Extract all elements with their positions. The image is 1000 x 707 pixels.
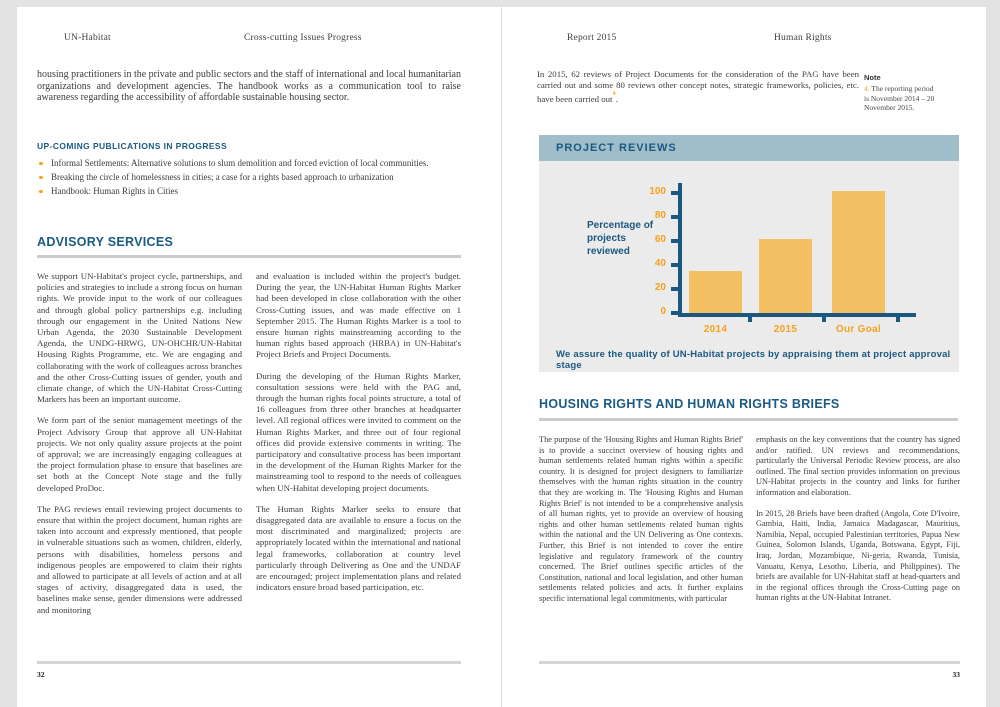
advisory-column-2: [256, 271, 461, 616]
paragraph: The Human Rights Marker seeks to ensure that disaggregated data are available to ensure a focus on the most discriminated and marginalized; projects are appropriately located within the international and national legal frameworks, collaboration at country level particularly through Delivering as One and the UNDAF are encouraged; project implementation plans and related indicators ensure broad based participation, etc.: [256, 503, 461, 593]
bar-2014: [689, 271, 742, 313]
note-body: The reporting period is November 2014 – 20 November 2015.: [864, 84, 935, 113]
paragraph: In 2015, 28 Briefs have been drafted (Angola, Cote D'Ivoire, Gambia, Haiti, India, Jamaica Madagascar, Mauritius, Namibia, Nepal, occupied Palestinian territories, Papua New Guinea, Solomon Islands, Uganda, Botswana, Egypt, Fiji, Iraq, Jordan, Mozambique, Ni-geria, Rwanda, Tunisia, Vanuatu, Kenya, Lesotho, Liberia, and Philippines). The briefs are available for UN-Habitat staff at head-quarters and in the regional offices through the Cross-Cutting page on human rights at the UN-Habitat Intranet.: [756, 508, 960, 603]
intro-text: In 2015, 62 reviews of Project Documents for the consideration of the PAG have been carried out and some 80 reviews other concept notes, strategic frameworks, policies, etc. have been carried out: [537, 69, 859, 105]
bar-our-goal: [832, 191, 885, 313]
y-tick: [671, 263, 678, 267]
intro-period: .: [615, 94, 618, 105]
x-tick: [748, 317, 752, 322]
list-item-text: Informal Settlements: Alternative solutions to slum demolition and forced eviction of local communities.: [51, 158, 429, 168]
bullet-icon: [39, 176, 43, 180]
x-tick: [822, 317, 826, 322]
upcoming-publications-heading: UP-COMING PUBLICATIONS IN PROGRESS: [37, 141, 228, 151]
list-item-text: Breaking the circle of homelessness in cities; a case for a rights based approach to urbanization: [51, 172, 394, 182]
x-category-label: 2014: [703, 324, 728, 335]
running-header-chapter: Human Rights: [774, 33, 832, 43]
intro-paragraph: housing practitioners in the private and public sectors and the staff of international and local humanitarian organizations and development agencies. The handbook works as a communication tool to raise awareness regarding the accessibility of affordable sustainable housing sector.: [37, 69, 461, 103]
note-footnote-marker: 4.: [864, 84, 870, 93]
list-item: [37, 172, 461, 183]
paragraph: We support UN-Habitat's project cycle, partnerships, and policies and strategies to include a strong focus on human rights. We provide input to the work of our colleagues and through global policy partnerships e.g. including through our engagement in the United Nations New Urban Agenda, the 2030 Sustainable Development Agenda, the UNDG-HRWG, UN-OHCHR/UN-Habitat Housing Rights Programme, etc. We are engaging and collaborating with the work of colleagues across branches and the other Cross-Cutting issues of gender, youth and climate change, of which the UN-Habitat Cross-Cutting Markers has been an important outcome.: [37, 271, 242, 405]
note-text: [864, 84, 938, 113]
project-reviews-chart: [539, 135, 959, 372]
advisory-column-1: [37, 271, 242, 616]
paragraph: and evaluation is included within the project's budget. During the year, the UN-Habitat Human Rights Marker had been developed in close collaboration with the other Cross-Cutting issues, and was made effective on 1 September 2015. The Human Rights Marker is a tool to ensure human rights mainstreaming according to the human rights based approach (HRBA) in UN-Habitat's Project Briefs and Project Documents.: [256, 271, 461, 360]
y-tick-label: 80: [654, 210, 666, 221]
paragraph: The PAG reviews entail reviewing project documents to ensure that within the project document, human rights are taken into account and expressly mentioned, that people in vulnerable situations such as women, children, elderly, persons with disabilities, homeless persons and indigenous peoples are empowered to claim their rights and allowed to participate at all levels of action and at all stages of activity, disaggregated data is used, the baselines make sense, gender dimensions were addressed and monitoring: [37, 503, 242, 615]
bullet-icon: [39, 190, 43, 194]
y-tick: [671, 239, 678, 243]
paragraph: The purpose of the 'Housing Rights and Human Rights Brief' is to provide a succinct overview of housing rights and human settlements related human rights within a specific country. It is designed for project designers to familiarize themselves with the human rights situation in the country that they are working in. The 'Housing Rights and Human Rights Brief' is not intended to be a comprehensive analysis of all human rights, yet to provide an overview of housing rights and other human settlements related human rights within the national and the UN Delivering as One contexts. Further, this Brief is not intended to cover the entire legislative and regulatory framework of the country concerned. The Brief outlines specific articles of the Constitution, national and local legislation, and other human settlements related policies and acts. It further explains specific international legal commitments, with particular: [539, 435, 743, 603]
heading-divider: [539, 418, 958, 421]
housing-columns: [539, 435, 960, 605]
list-item-text: Handbook: Human Rights in Cities: [51, 186, 178, 196]
y-tick-label: 100: [649, 186, 666, 197]
y-tick: [671, 287, 678, 291]
y-tick: [671, 191, 678, 195]
heading-divider: [37, 255, 461, 258]
x-tick: [896, 317, 900, 322]
y-axis-label: Percentage of projects reviewed: [587, 220, 654, 257]
page-33: [502, 7, 986, 707]
chart-title: PROJECT REVIEWS: [539, 135, 959, 161]
footer-divider: [539, 661, 960, 664]
y-tick: [671, 311, 678, 315]
upcoming-publications-list: [37, 158, 461, 200]
paragraph: During the developing of the Human Rights Marker, consultation sessions were held with the PAG and, through the human rights focal points structure, a total of 16 colleagues from three other branches at headquarter level. All regional offices were invited to comment on the Human Rights Marker, and three out of four regional offices did provide extensive comments in writing. The participatory and consultative process has been important in the development of the Human Rights Marker for the mainstreaming tool to respond to the needs of colleagues when UN-Habitat developing project documents.: [256, 370, 461, 493]
bullet-icon: [39, 162, 43, 166]
paragraph: We form part of the senior management meetings of the Project Advisory Group that approve all UN-Habitat projects. We not only quality assure projects at the point of approval; we are increasingly engaging colleagues at the project formulation phase to ensure that baselines are set both at the Concept Note stage and the fully developed ProDoc.: [37, 415, 242, 493]
housing-rights-briefs-heading: HOUSING RIGHTS AND HUMAN RIGHTS BRIEFS: [539, 397, 840, 411]
list-item: [37, 186, 461, 197]
running-header-section: Cross-cutting Issues Progress: [244, 33, 362, 43]
y-axis: [678, 183, 682, 317]
page-32: [17, 7, 502, 707]
y-tick-label: 0: [660, 306, 666, 317]
y-tick: [671, 215, 678, 219]
running-header-publication: UN-Habitat: [64, 33, 111, 43]
intro-paragraph: [537, 69, 859, 106]
y-tick-label: 20: [654, 282, 666, 293]
y-tick-label: 40: [654, 258, 666, 269]
x-category-label: Our Goal: [835, 324, 882, 335]
advisory-columns: [37, 271, 461, 616]
note-label: Note: [864, 73, 881, 82]
running-header-report: Report 2015: [567, 33, 617, 43]
page-number: 32: [37, 670, 45, 679]
housing-column-1: [539, 435, 743, 605]
list-item: [37, 158, 461, 169]
y-tick-label: 60: [654, 234, 666, 245]
x-axis: [678, 313, 916, 317]
page-number: 33: [952, 670, 960, 679]
margin-note: [864, 73, 938, 113]
chart-caption: We assure the quality of UN-Habitat projects by appraising them at project approval stage: [556, 349, 951, 371]
document-spread: [17, 7, 986, 707]
footnote-marker: 4: [612, 90, 616, 98]
paragraph: emphasis on the key conventions that the country has signed and/or ratified. UN reviews and recommendations, particularly the Universal Periodic Review process, are also outlined. The final section provides information on previous UN-Habitat projects in the country and links for further information and elaboration.: [756, 435, 960, 497]
footer-divider: [37, 661, 461, 664]
chart-area: [539, 161, 959, 372]
advisory-services-heading: ADVISORY SERVICES: [37, 235, 174, 249]
x-category-label: 2015: [773, 324, 798, 335]
housing-column-2: [756, 435, 960, 605]
bar-2015: [759, 239, 812, 313]
bar-chart-plot: [649, 183, 928, 358]
